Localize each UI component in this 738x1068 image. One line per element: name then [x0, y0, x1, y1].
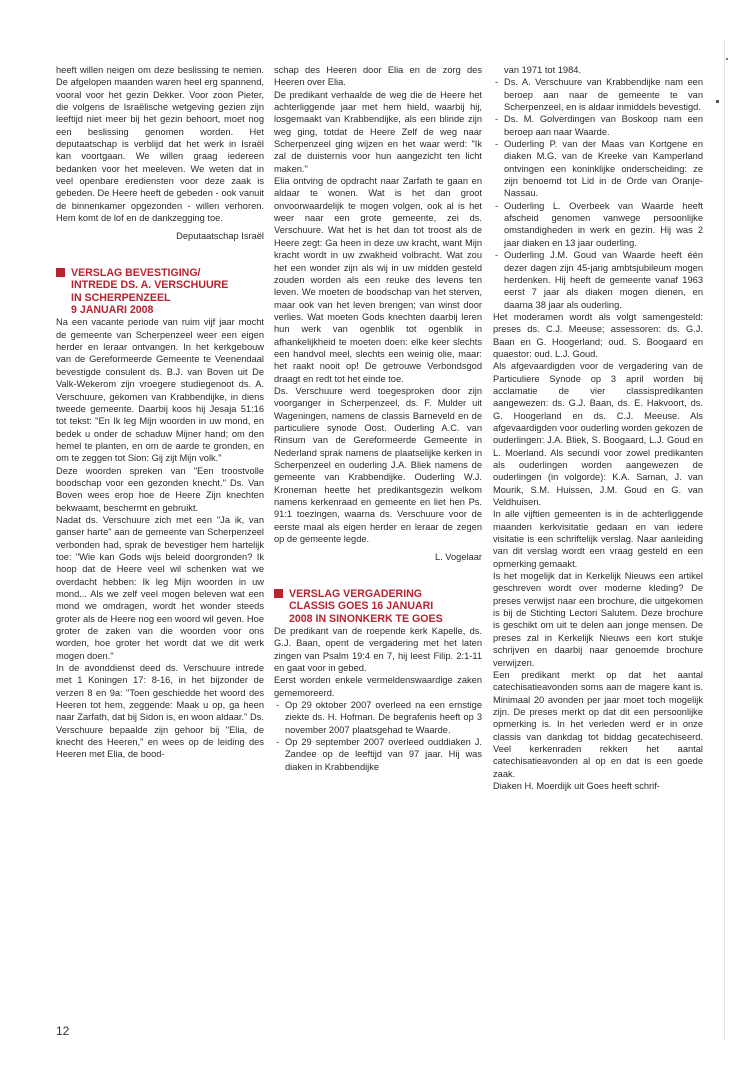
scan-speck [726, 58, 728, 60]
paragraph: In alle vijftien gemeenten is in de achterliggende maanden kerkvisitatie gedaan en van iedere visitatie is een schriftelijk verslag. Naar aanleiding van dit verslag wordt een vraag gesteld en een opmerking gemaakt. [493, 509, 703, 569]
column-2 [274, 64, 482, 773]
heading-verslag-bevestiging: VERSLAG BEVESTIGING/ INTREDE DS. A. VERSCHUURE IN SCHERPENZEEL 9 JANUARI 2008 [56, 267, 264, 317]
signature-vogelaar: L. Vogelaar [434, 552, 482, 563]
paragraph: Deze woorden spreken van "Een troostvolle boodschap voor een gezonden knecht." Ds. Van Boven wees erop hoe de Heere Zijn knechten bekwaamt, beschermt en gebruikt. [56, 465, 264, 513]
list-item: - Op 29 oktober 2007 overleed na een ernstige ziekte ds. H. Hofman. De begrafenis heeft op 3 november 2007 plaatsgehad te Waarde. [274, 699, 482, 736]
list-item: - Ds. M. Golverdingen van Boskoop nam een beroep aan naar Waarde. [493, 113, 703, 138]
paragraph: Als afgevaardigden voor de vergadering van de Particuliere Synode op 3 april worden bij acclamatie de vier classispredikanten aangewezen: ds. G.J. Baan, ds. E. Hakvoort, ds. G. Hoogerland en ds. C.J. Meeuse. Als afgevaardigden voor ouderling worden gekozen de ouderlingen: J.A. Bliek, S. Boogaard, L.J. Goud en L. Moerland. Als secundi voor zowel predikanten als ouderlingen worden aangewezen de ouderlingen (in volgorde): K.A. Saman, J. van Mourik, S.M. Huissen, J.M. Goud en G. van Veldhuisen. [493, 361, 703, 508]
heading-verslag-vergadering: VERSLAG VERGADERING CLASSIS GOES 16 JANUARI 2008 IN SINONKERK TE GOES [274, 588, 482, 625]
page-edge-shadow [724, 40, 725, 1040]
paragraph: Is het mogelijk dat in Kerkelijk Nieuws een artikel geschreven wordt over moderne kleding? De preses verwijst naar een brochure, die uitgekomen is bij de Stichting Lectori Salutem. Deze brochure is geschikt om uit te delen aan jonge mensen. De preses zal in Kerkelijk Nieuws een kort stukje schrijven en daarbij naar genoemde brochure verwijzen. [493, 571, 703, 668]
column-3 [493, 64, 703, 792]
paragraph: Na een vacante periode van ruim vijf jaar mocht de gemeente van Scherpenzeel weer een eigen herder en leraar ontvangen. In het kerkgebouw van de Gereformeerde Gemeente te Veenendaal bevestigde consulent ds. B.J. van Boven uit De Valk-Wekerom zijn vroegere studiegenoot ds. A. Verschuure, gekomen van Krabbendijke, in diens tweede gemeente. Daarbij koos hij Jesaja 51:16 tot tekst: "En Ik leg Mijn woorden in uw mond, en bedek u onder de schaduw Mijner hand; om den hemel te planten, en om de aarde te gronden, en om te zeggen tot Sion: Gij zijt Mijn volk." [56, 317, 264, 464]
paragraph: Diaken H. Moerdijk uit Goes heeft schrif- [493, 780, 660, 791]
list-item: - Ouderling L. Overbeek van Waarde heeft afscheid genomen vanwege persoonlijke omstandigheden in werk en gezin. Hij was 2 jaar diaken en 13 jaar ouderling. [493, 200, 703, 249]
page-number: 12 [56, 1024, 70, 1038]
paragraph: schap des Heeren door Elia en de zorg des Heeren over Elia. [274, 65, 482, 88]
list-item: - Ds. A. Verschuure van Krabbendijke nam een beroep aan naar de gemeente te van Scherpenzeel, en is aldaar inmiddels bevestigd. [493, 76, 703, 113]
heading-square-marker [56, 268, 65, 277]
paragraph: In de avonddienst deed ds. Verschuure intrede met 1 Koningen 17: 8-16, in het bijzonder de verzen 8 en 9a: "Toen geschiedde het woord des Heeren tot hem, zeggende: Maak u op, ga heen naar Zarfath, dat bij Sidon is, en woon aldaar." Ds. Verschuure bepaalde zijn gehoor bij "Elia, de knecht des Heeren," en wees op de leiding des Heeren met Elia, de bood- [56, 663, 264, 760]
paragraph: Elia ontving de opdracht naar Zarfath te gaan en aldaar te wonen. Wat is het dan groot onvoorwaardelijk te mogen volgen, ook al is het weer naar een grote gemeente, zei ds. Verschuure. Wat het is het dan tot troost als de Heere zegt: Ga heen in deze uw kracht, want Mijn kracht wordt in uw zwakheid volbracht. Wat zou het een wonder zijn als wij in uw midden gesteld zouden worden als een reuke des levens ten leven. We moeten de boodschap van het sterven, maar ook van het leven brengen; van winst door verlies. Wat moeten Gods knechten daarbij leren hun werk van ogenblik tot ogenblik in afhankelijkheid te moeten doen: elke keer slechts een handvol meel, slechts een weinig olie, maar: het raakt nooit op! De getrouwe Verbondsgod draagt en redt tot het einde toe. [274, 176, 482, 384]
list-item: - Op 29 september 2007 overleed ouddiaken J. Zandee op de leeftijd van 97 jaar. Hij was diaken in Krabbendijke [274, 736, 482, 773]
paragraph: Een predikant merkt op dat het aantal catechisatieavonden soms aan de magere kant is. Minimaal 20 avonden per jaar moet toch mogelijk zijn. De preses merkt op dat dit een persoonlijke opmerking is. In het verleden werd er in onze classis van dankdag tot biddag gecatechiseerd. Veel kerkenraden rekken het aantal catechisatieavonden al op en dat is een goede zaak. [493, 669, 703, 779]
paragraph: Ds. Verschuure werd toegesproken door zijn voorganger in Scherpenzeel, ds. F. Mulder uit Wageningen, namens de classis Barneveld en de particuliere synode Oost. Ouderling A.C. van Rinsum van de Gereformeerde Gemeente in Nederland sprak namens de plaatselijke kerken in Scherpenzeel en ouderling J.A. Bliek namens de gemeente van Krabbendijke. Ouderling W.J. Kroneman heette het predikantsgezin welkom namens kerkenraad en gemeente en liet hen Ps. 91:1 toezingen, waarna ds. Verschuure voor de eerste maal als eigen herder en leraar de zegen op de gemeente legde. [274, 385, 482, 545]
paragraph: Het moderamen wordt als volgt samengesteld: preses ds. C.J. Meeuse; assessoren: ds. G.J. Baan en G. Hoogerland; oud. S. Boogaard en quaestor: oud. L.J. Goud. [493, 311, 703, 359]
paragraph: De predikant verhaalde de weg die de Heere het achterliggende jaar met hem hield, waarbij hij, losgemaakt van Krabbendijke, als een blinde zijn weg ging, totdat de Heere Zelf de weg naar Scherpenzeel ging wijzen en het waar werd: "Ik zal de duisternis voor hun aangezicht ten licht maken." [274, 89, 482, 174]
paragraph: Nadat ds. Verschuure zich met een "Ja ik, van ganser harte" aan de gemeente van Scherpenzeel verbonden had, sprak de bevestiger hem hartelijk toe: "Wie kan Gods wijs beleid doorgronden? Ik hoop dat de Heere veel wil schenken wat we overdacht hebben: Ik leg Mijn woorden in uw mond... Als we zelf veel mogen beleven wat een mond we omdragen, wordt het wonder steeds groter als de Heere nog een woord wil geven. Hoe groter de zaken van die woorden voor ons worden, hoe groter het wordt dat we dit werk mogen doen." [56, 514, 264, 661]
list-item: - Ouderling P. van der Maas van Kortgene en diaken M.G. van de Kreeke van Kamperland ontvingen een koninklijke onderscheiding: ze zijn benoemd tot Lid in de Orde van Oranje-Nassau. [493, 138, 703, 200]
scan-speck [716, 100, 719, 103]
paragraph: Eerst worden enkele vermeldenswaardige zaken gememoreerd. [274, 675, 482, 698]
paragraph: van 1971 tot 1984. [504, 65, 582, 75]
signature-deputaatschap: Deputaatschap Israël [176, 231, 264, 242]
heading-square-marker [274, 589, 283, 598]
column-1 [56, 64, 264, 761]
article-israel-end: heeft willen neigen om deze beslissing te nemen. De afgelopen maanden waren heel erg spannend, vooral voor het gezin Dekker. Voor zoon Pieter, die volgens de Israëlische wetgeving gezien zijn leeftijd niet meer bij het gezin behoort, moet nog een beslissing genomen worden. Het deputaatschap is verblijd dat het werk in Israël kan voortgaan. We willen graag iedereen bedanken voor het meeleven. We weten dat in veel openbare erediensten voor deze zaak is gebeden. De Heere heeft de gebeden - ook vanuit de binnenkamer opgezonden - willen verhoren. Hem komt de lof en de dankzegging toe. [56, 65, 264, 224]
list-item: - Ouderling J.M. Goud van Waarde heeft één dezer dagen zijn 45-jarig ambtsjubileum mogen herdenken. Hij heeft de gemeente vanaf 1963 eerst 7 jaar als diaken mogen dienen, en daarna 38 jaar als ouderling. [493, 249, 703, 311]
paragraph: De predikant van de roepende kerk Kapelle, ds. G.J. Baan, opent de vergadering met het laten zingen van Psalm 19:4 en 7, hij leest Filip. 2:1-11 en gaat voor in gebed. [274, 625, 482, 673]
